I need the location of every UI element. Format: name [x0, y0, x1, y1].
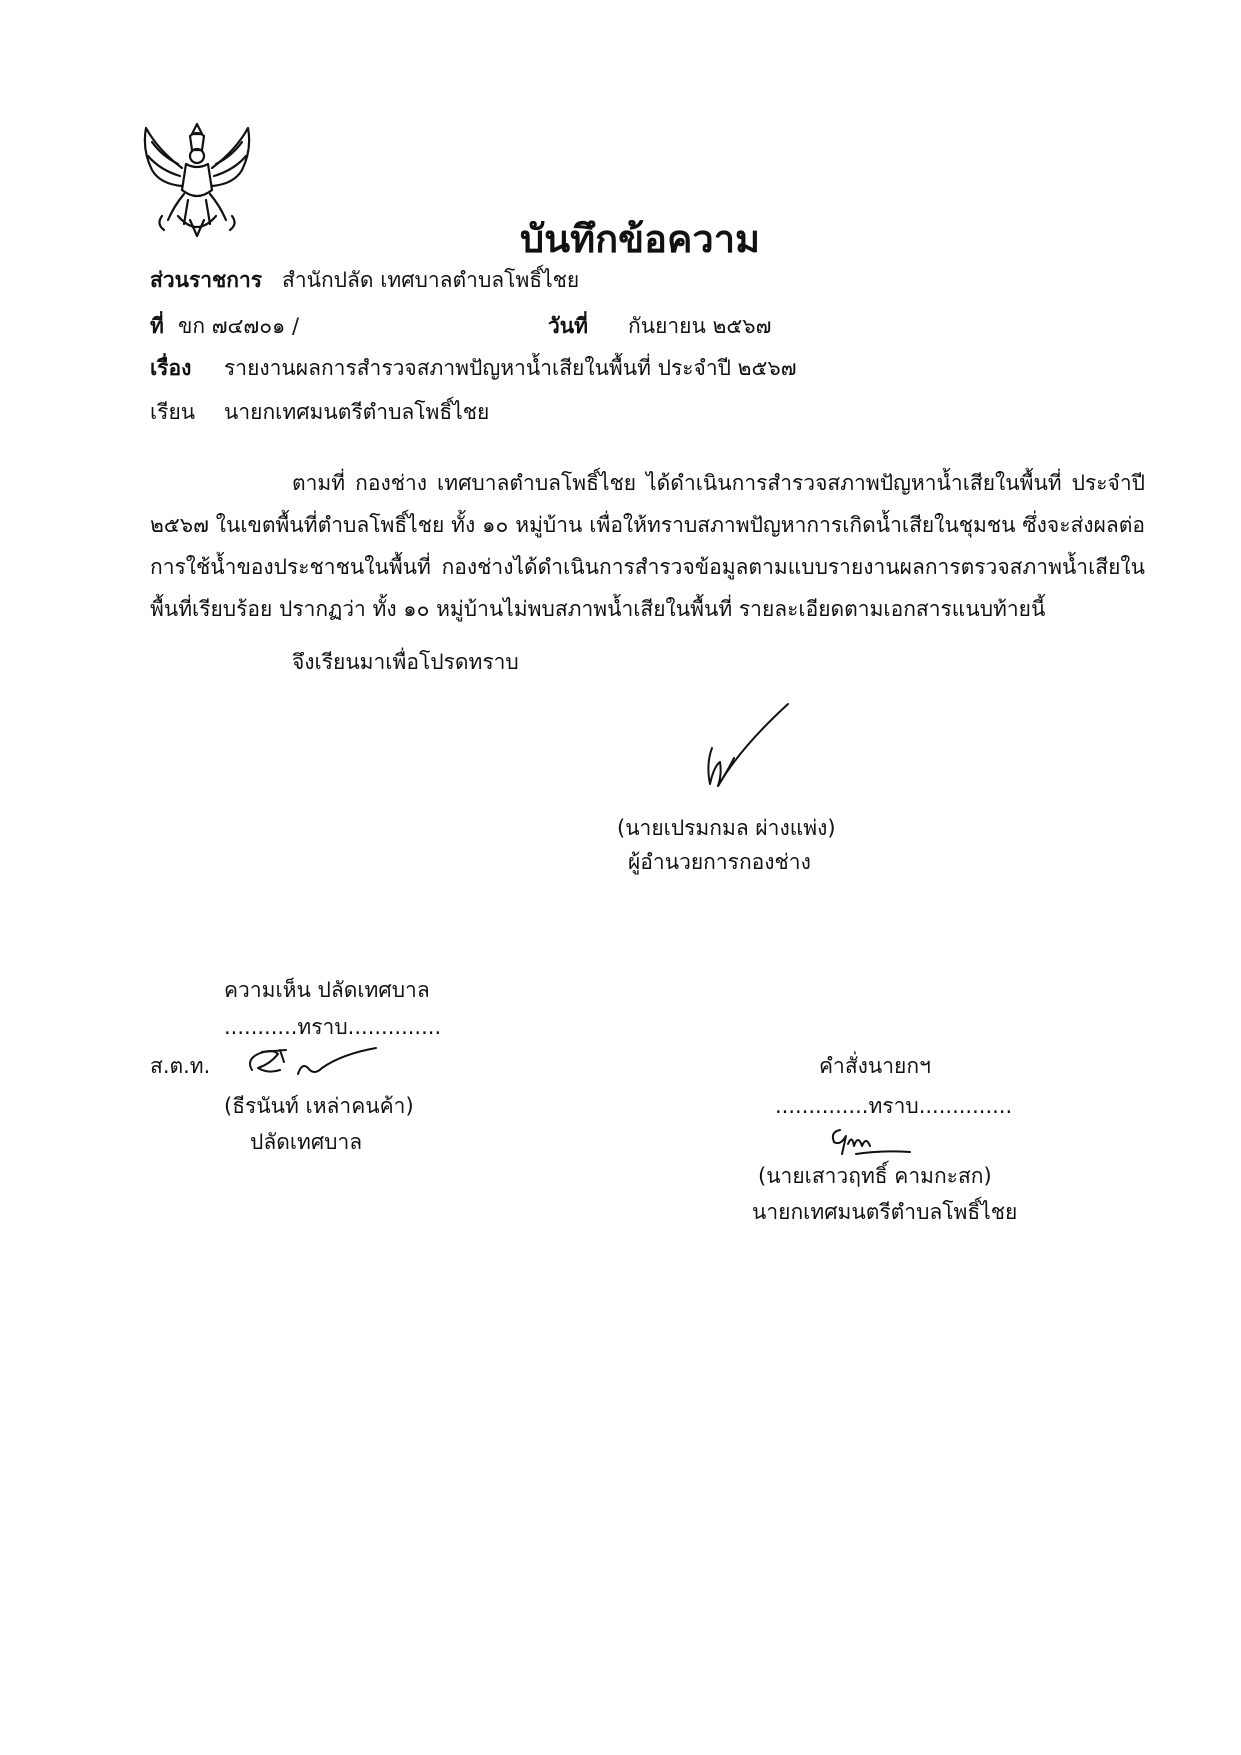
mayor-position: นายกเทศมนตรีตำบลโพธิ์ไชย: [752, 1200, 1018, 1224]
signature-icon: [700, 700, 800, 790]
body-paragraph: [150, 462, 1145, 630]
subject-label: เรื่อง: [150, 356, 192, 380]
clerk-initials: ส.ต.ท.: [150, 1054, 211, 1078]
mayor-name: (นายเสาวฤทธิ์ คามกะสก): [758, 1164, 992, 1188]
agency-label: ส่วนราชการ: [150, 268, 263, 292]
clerk-acknowledge: ...........ทราบ..............: [224, 1015, 442, 1039]
to-label: เรียน: [150, 400, 196, 424]
clerk-name: (ธีรนันท์ เหล่าคนค้า): [224, 1094, 414, 1118]
body-line: ๒๕๖๗ ในเขตพื้นที่ตำบลโพธิ์ไชย ทั้ง ๑๐ หมู่บ้าน เพื่อให้ทราบสภาพปัญหาการเกิดน้ำเสียในชุมชน ซึ่งจะส่งผลต่อ: [150, 513, 1145, 537]
subject-value: รายงานผลการสำรวจสภาพปัญหาน้ำเสียในพื้นที่ ประจำปี ๒๕๖๗: [224, 356, 797, 380]
body-line: การใช้น้ำของประชาชนในพื้นที่ กองช่างได้ดำเนินการสำรวจข้อมูลตามแบบรายงานผลการตรวจสภาพน้ำเสียใน: [150, 555, 1145, 579]
ref-value: ขก ๗๔๗๐๑ /: [178, 314, 300, 338]
signer-position: ผู้อำนวยการกองช่าง: [628, 850, 811, 874]
garuda-emblem-icon: [138, 120, 256, 240]
date-value: กันยายน ๒๕๖๗: [628, 314, 772, 338]
to-value: นายกเทศมนตรีตำบลโพธิ์ไชย: [224, 400, 490, 424]
mayor-order-heading: คำสั่งนายกฯ: [819, 1054, 931, 1078]
mayor-acknowledge: ..............ทราบ..............: [775, 1094, 1013, 1118]
closing-text: จึงเรียนมาเพื่อโปรดทราบ: [292, 650, 519, 674]
page-title: บันทึกข้อความ: [520, 217, 761, 261]
clerk-position: ปลัดเทศบาล: [250, 1130, 363, 1154]
clerk-opinion-heading: ความเห็น ปลัดเทศบาล: [224, 978, 430, 1002]
agency-value: สำนักปลัด เทศบาลตำบลโพธิ์ไชย: [282, 268, 580, 292]
signer-name: (นายเปรมกมล ผ่างแพ่ง): [617, 816, 836, 840]
ref-label: ที่: [150, 314, 164, 338]
signature-icon: [242, 1040, 382, 1082]
date-label: วันที่: [548, 314, 588, 338]
signature-icon: [826, 1120, 916, 1160]
body-line: ตามที่ กองช่าง เทศบาลตำบลโพธิ์ไชย ได้ดำเนินการสำรวจสภาพปัญหาน้ำเสียในพื้นที่ ประจำปี: [292, 471, 1145, 495]
body-line: พื้นที่เรียบร้อย ปรากฏว่า ทั้ง ๑๐ หมู่บ้านไม่พบสภาพน้ำเสียในพื้นที่ รายละเอียดตามเอกสารแนบท้ายนี้: [150, 597, 1046, 621]
